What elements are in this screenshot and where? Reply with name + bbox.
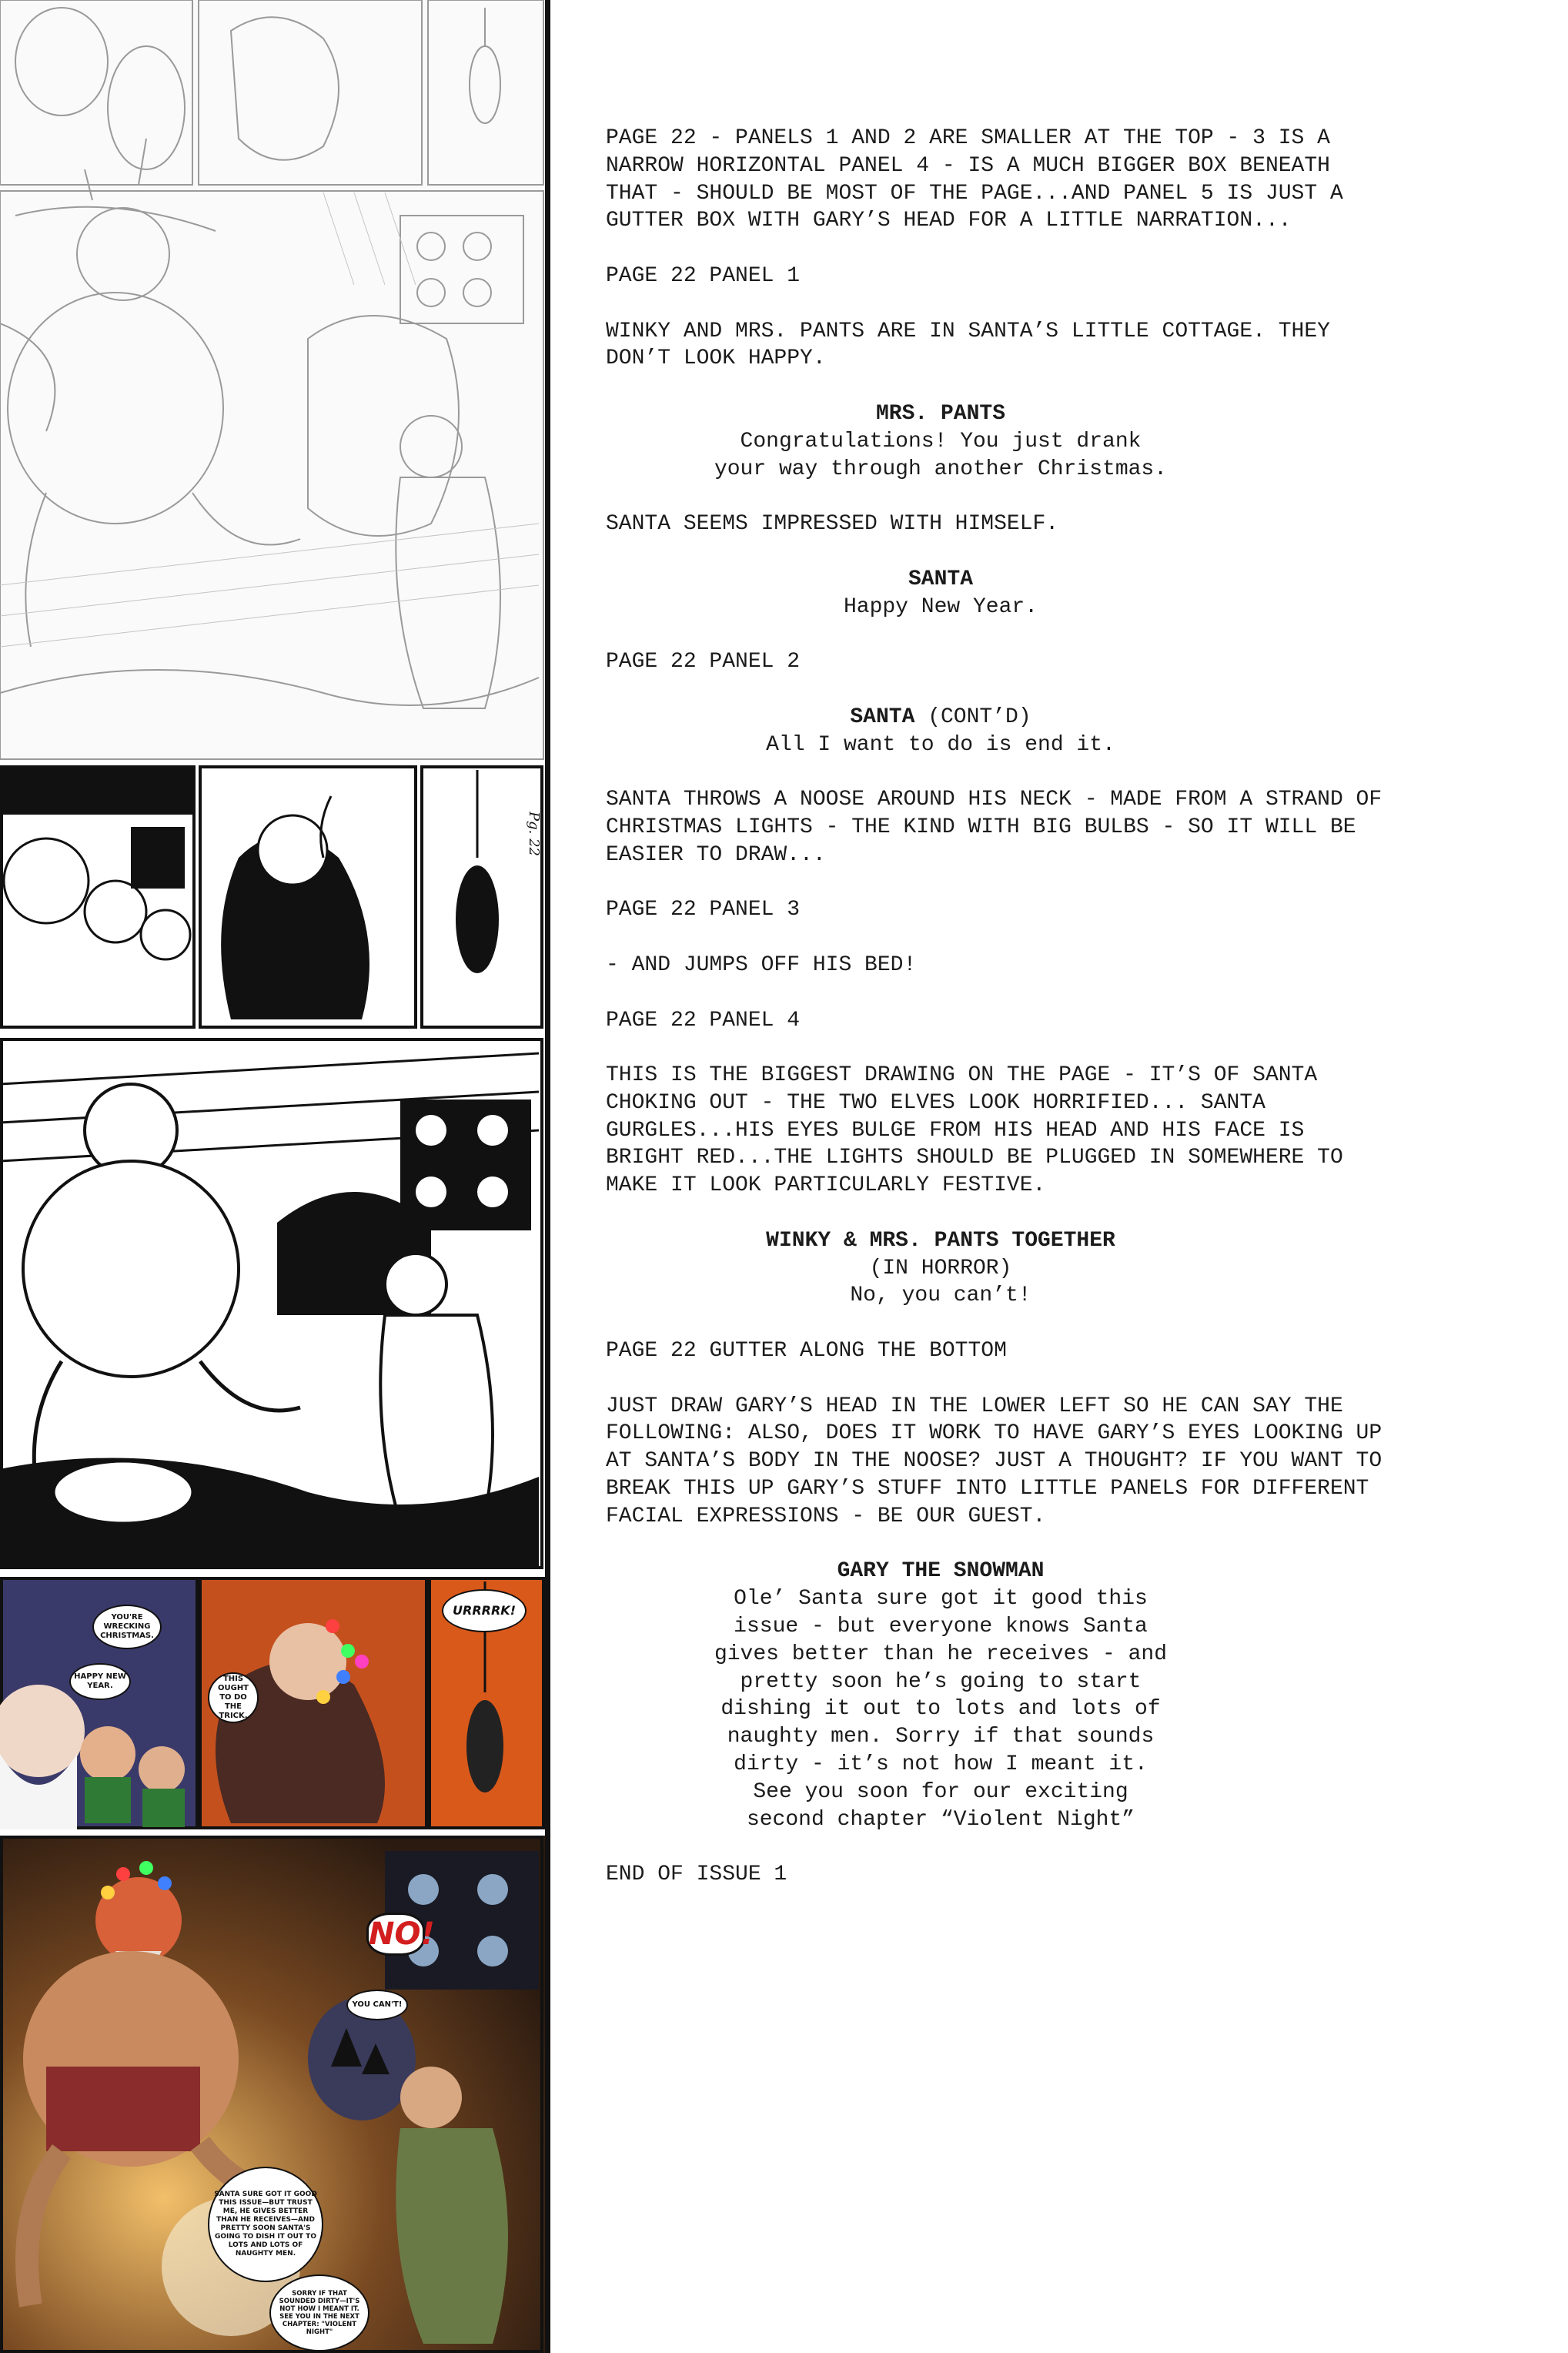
dialogue-santa-1 <box>606 566 1275 621</box>
panel1-action: WINKY AND MRS. PANTS ARE IN SANTA’S LITTLE COTTAGE. THEY DON’T LOOK HAPPY. <box>606 319 1330 371</box>
ink-panels-top <box>0 765 545 1030</box>
speaker-parenthetical: (IN HORROR) <box>869 1256 1012 1280</box>
dialogue-line: Happy New Year. <box>843 594 1038 619</box>
panel2-action: SANTA THROWS A NOOSE AROUND HIS NECK - MADE FROM A STRAND OF CHRISTMAS LIGHTS - THE KIND WITH BIG BULBS - SO IT WILL BE EASIER TO DRAW... <box>606 788 1382 867</box>
speaker-name: WINKY & MRS. PANTS TOGETHER <box>766 1228 1115 1253</box>
panel4-action: THIS IS THE BIGGEST DRAWING ON THE PAGE - IT’S OF SANTA CHOKING OUT - THE TWO ELVES LOOK HORRIFIED... SANTA GURGLES...HIS EYES BULGE FROM HIS HEAD AND HIS FACE IS BRIGHT RED...THE LIGHTS SHOULD BE PLUGGED IN SOMEWHERE TO MAKE IT LOOK PARTICULARLY FESTIVE. <box>606 1063 1343 1198</box>
balloon-trick: THIS OUGHT TO DO THE TRICK. <box>208 1672 259 1723</box>
panel1-action2: SANTA SEEMS IMPRESSED WITH HIMSELF. <box>606 512 1059 537</box>
panel3-action: - AND JUMPS OFF HIS BED! <box>606 952 917 977</box>
ink-panel-big <box>0 1038 545 1569</box>
script-text <box>606 125 1468 1916</box>
balloon-wrecking: YOU'RE WRECKING CHRISTMAS. <box>92 1605 162 1649</box>
panel1-heading: PAGE 22 PANEL 1 <box>606 263 801 288</box>
balloon-narration-1: SANTA SURE GOT IT GOOD THIS ISSUE—BUT TRUST ME, HE GIVES BETTER THAN HE RECEIVES—AND PRETTY SOON SANTA'S GOING TO DISH IT OUT TO LOTS AND LOTS OF NAUGHTY MEN. <box>208 2167 323 2282</box>
dialogue-line: Ole’ Santa sure got it good this issue - but everyone knows Santa gives better than he receives - and pretty soon he’s going to start dishing it out to lots and lots of naughty men. Sorry if that sounds dirty - it’s not how I meant it. See you soon for our exciting second chapter “Violent Night” <box>714 1587 1168 1832</box>
balloon-urrrk: URRRRK! <box>442 1589 527 1632</box>
script-intro: PAGE 22 - PANELS 1 AND 2 ARE SMALLER AT THE TOP - 3 IS A NARROW HORIZONTAL PANEL 4 - IS A MUCH BIGGER BOX BENEATH THAT - SHOULD BE MOST OF THE PAGE...AND PANEL 5 IS JUST A GUTTER BOX WITH GARY’S HEAD FOR A LITTLE NARRATION... <box>606 126 1343 233</box>
dialogue-gary <box>606 1558 1275 1833</box>
dialogue-mrs-pants <box>606 400 1275 483</box>
balloon-new-year: HAPPY NEW YEAR. <box>69 1663 131 1700</box>
gutter-action: JUST DRAW GARY’S HEAD IN THE LOWER LEFT SO HE CAN SAY THE FOLLOWING: ALSO, DOES IT WORK TO HAVE GARY’S EYES LOOKING UP AT SANTA’S BODY IN THE NOOSE? JUST A THOUGHT? IF YOU WANT TO BREAK THIS UP GARY’S STUFF INTO LITTLE PANELS FOR DIFFERENT FACIAL EXPRESSIONS - BE OUR GUEST. <box>606 1394 1382 1528</box>
column-divider <box>545 0 550 2353</box>
balloon-cant: YOU CAN'T! <box>346 1990 408 2020</box>
speaker-name: GARY THE SNOWMAN <box>837 1559 1045 1584</box>
dialogue-line: All I want to do is end it. <box>766 732 1115 757</box>
dialogue-line: No, you can’t! <box>850 1284 1031 1308</box>
panel2-heading: PAGE 22 PANEL 2 <box>606 650 801 674</box>
speaker-name: SANTA <box>908 567 973 591</box>
panel4-heading: PAGE 22 PANEL 4 <box>606 1008 801 1033</box>
svg-text:Pg. 22: Pg. 22 <box>526 812 542 856</box>
color-panel-big <box>0 1836 545 2353</box>
art-strip <box>0 0 545 2353</box>
end-of-issue: END OF ISSUE 1 <box>606 1863 787 1887</box>
sfx-no: NO! <box>366 1913 425 1956</box>
pencil-artwork <box>0 0 545 761</box>
color-panels-top <box>0 1577 545 1829</box>
panel3-heading: PAGE 22 PANEL 3 <box>606 898 801 922</box>
speaker-name: SANTA <box>850 705 915 729</box>
dialogue-santa-2 <box>606 704 1275 759</box>
speaker-name: MRS. PANTS <box>875 401 1006 426</box>
speaker-parenthetical: (CONT’D) <box>928 705 1031 729</box>
dialogue-together <box>606 1227 1275 1310</box>
dialogue-line: Congratulations! You just drank your way through another Christmas. <box>714 429 1168 481</box>
gutter-heading: PAGE 22 GUTTER ALONG THE BOTTOM <box>606 1339 1007 1364</box>
balloon-narration-2: SORRY IF THAT SOUNDED DIRTY—IT'S NOT HOW I MEANT IT. SEE YOU IN THE NEXT CHAPTER: "VIOLENT NIGHT" <box>269 2274 369 2351</box>
